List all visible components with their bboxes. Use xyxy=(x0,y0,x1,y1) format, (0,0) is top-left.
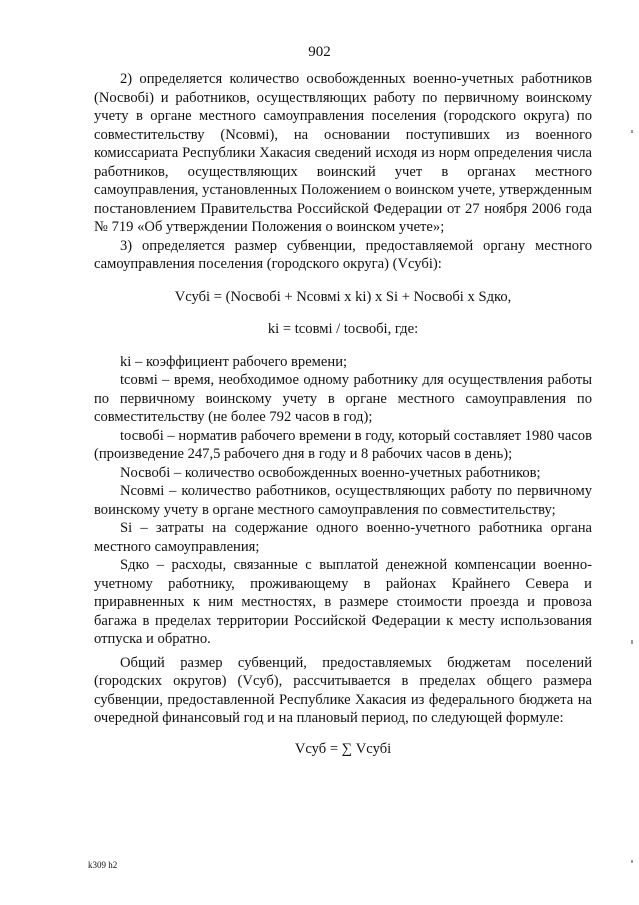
paragraph-item-3: 3) определяется размер субвенции, предоставляемой органу местного самоуправления поселения (городского округа) (Vсубi): xyxy=(94,237,592,272)
definition-si: Si – затраты на содержание одного военно-учетного работника органа местного самоуправления; xyxy=(94,520,592,555)
definition-t-osvob: tосвобi – норматив рабочего времени в году, который составляет 1980 часов (произведение 247,5 рабочего дня в году и 8 рабочих часов в день); xyxy=(94,427,592,462)
footer-code: k309 h2 xyxy=(88,860,118,870)
page-number: 902 xyxy=(308,44,331,60)
formula-work-time-coefficient: ki = tсовмi / tосвобi, где: xyxy=(267,321,419,337)
formula-total-subvention: Vсуб = ∑ Vсубi xyxy=(294,740,392,757)
formula-subvention-per-settlement: Vсубi = (Nосвобi + Nсовмi x ki) x Si + Nосвобi x Sдко, xyxy=(174,288,512,305)
definition-n-sovm: Nсовмi – количество работников, осуществляющих работу по первичному воинскому учету в органе местного самоуправления по совместительству; xyxy=(94,483,592,518)
scan-edge-mark xyxy=(631,640,633,644)
document-body xyxy=(94,70,592,758)
definition-ki: ki – коэффициент рабочего времени; xyxy=(120,353,348,370)
paragraph-item-2: 2) определяется количество освобожденных военно-учетных работников (Nосвобi) и работников, осуществляющих работу по первичному воинскому учету в органе местного самоуправления поселения (городского округа) по совместительству (Nсовмi), на основании поступивших из военного комиссариата Республики Хакасия сведений исходя из норм определения числа работников, осуществляющих воинский учет в органах местного самоуправления, установленных Положением о воинском учете, утвержденным постановлением Правительства Российской Федерации от 27 ноября 2006 года № 719 «Об утверждении Положения о воинском учете»; xyxy=(94,71,592,235)
definition-n-osvob: Nосвобi – количество освобожденных военно-учетных работников; xyxy=(120,464,541,481)
scan-edge-mark xyxy=(631,860,633,863)
definition-t-sovm: tсовмi – время, необходимое одному работнику для осуществления работы по первичному воинскому учету в органе местного самоуправления по совместительству (не более 792 часов в год); xyxy=(94,372,592,425)
definition-s-dko: Sдко – расходы, связанные с выплатой денежной компенсации военно-учетному работнику, проживающему в районах Крайнего Севера и приравненных к ним местностях, в размере стоимости проезда и провоза багажа в пределах территории Российской Федерации к месту использования отпуска и обратно. xyxy=(94,557,592,647)
paragraph-total-subvention: Общий размер субвенций, предоставляемых бюджетам поселений (городских округов) (Vсуб), рассчитывается в пределах общего размера субвенции, предоставленной Республике Хакасия из федерального бюджета на очередной финансовый год и на плановый период, по следующей формуле: xyxy=(94,654,592,726)
scan-edge-mark xyxy=(631,130,633,133)
